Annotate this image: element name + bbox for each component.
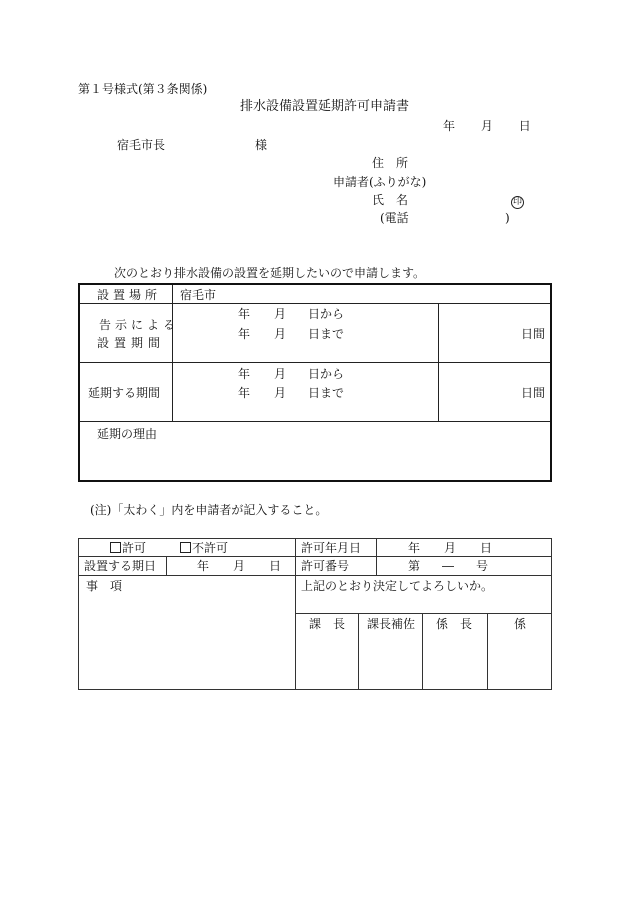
- applicant-label: 申請者(ふりがな): [333, 175, 427, 189]
- notice-days: 日間: [521, 327, 546, 341]
- addressee-name: 宿毛市長: [117, 138, 166, 152]
- divider: [295, 613, 551, 614]
- approver-subsection-chief: 係 長: [436, 617, 473, 631]
- decision-text: 上記のとおり決定してよろしいか。: [301, 579, 494, 593]
- permit-number-value: 第 ― 号: [408, 559, 489, 573]
- date-month: 月: [480, 119, 493, 133]
- divider: [80, 362, 550, 363]
- divider: [295, 539, 296, 689]
- seal-mark: [511, 193, 524, 209]
- phone-label: (電話: [380, 211, 409, 225]
- divider: [487, 613, 488, 689]
- form-title: 排水設備設置延期許可申請書: [240, 99, 410, 114]
- divider: [422, 613, 423, 689]
- notice-period-label-1: 告示による: [99, 318, 180, 332]
- note-text: (注)「太わく」内を申請者が記入すること。: [90, 503, 328, 517]
- location-value: 宿毛市: [180, 288, 217, 302]
- checkbox-icon: [110, 542, 121, 553]
- approver-section-chief: 課 長: [309, 617, 346, 631]
- extend-from: 年 月 日から: [238, 367, 345, 381]
- notice-to: 年 月 日まで: [238, 327, 345, 341]
- location-label: 設置場所: [97, 288, 162, 302]
- divider: [438, 303, 439, 421]
- date-year: 年: [443, 119, 456, 133]
- application-date: [443, 119, 531, 133]
- approver-deputy-chief: 課長補佐: [367, 617, 416, 631]
- not-permit-checkbox[interactable]: 不許可: [180, 541, 228, 555]
- address-label: 住 所: [372, 156, 409, 170]
- intro-text: 次のとおり排水設備の設置を延期したいので申請します。: [114, 266, 426, 280]
- divider: [166, 557, 167, 575]
- name-label: 氏 名: [372, 193, 409, 207]
- divider: [358, 613, 359, 689]
- extend-days: 日間: [521, 386, 546, 400]
- permit-date-label: 許可年月日: [301, 541, 362, 555]
- divider: [80, 303, 550, 304]
- permit-number-label: 許可番号: [301, 559, 350, 573]
- reason-label: 延期の理由: [97, 427, 158, 441]
- install-deadline-label: 設置する期日: [84, 559, 157, 573]
- notice-from: 年 月 日から: [238, 307, 345, 321]
- form-number: 第１号様式(第３条関係): [78, 82, 208, 96]
- seal-icon: 印: [512, 197, 522, 207]
- divider: [376, 539, 377, 575]
- addressee-honorific: 様: [255, 138, 268, 152]
- notice-period-label-2: 設置期間: [97, 336, 166, 350]
- permit-checkbox[interactable]: 許可: [110, 541, 146, 555]
- checkbox-icon: [180, 542, 191, 553]
- divider: [80, 421, 550, 422]
- divider: [79, 556, 551, 557]
- divider: [79, 575, 551, 576]
- extend-period-label: 延期する期間: [88, 386, 161, 400]
- date-day: 日: [518, 119, 531, 133]
- extend-to: 年 月 日まで: [238, 386, 345, 400]
- approver-staff: 係: [514, 617, 527, 631]
- divider: [172, 285, 173, 421]
- install-deadline-value: 年 月 日: [197, 559, 282, 573]
- phone-close: ): [505, 211, 510, 225]
- permit-date-value: 年 月 日: [408, 541, 493, 555]
- matters-label: 事 項: [86, 579, 123, 593]
